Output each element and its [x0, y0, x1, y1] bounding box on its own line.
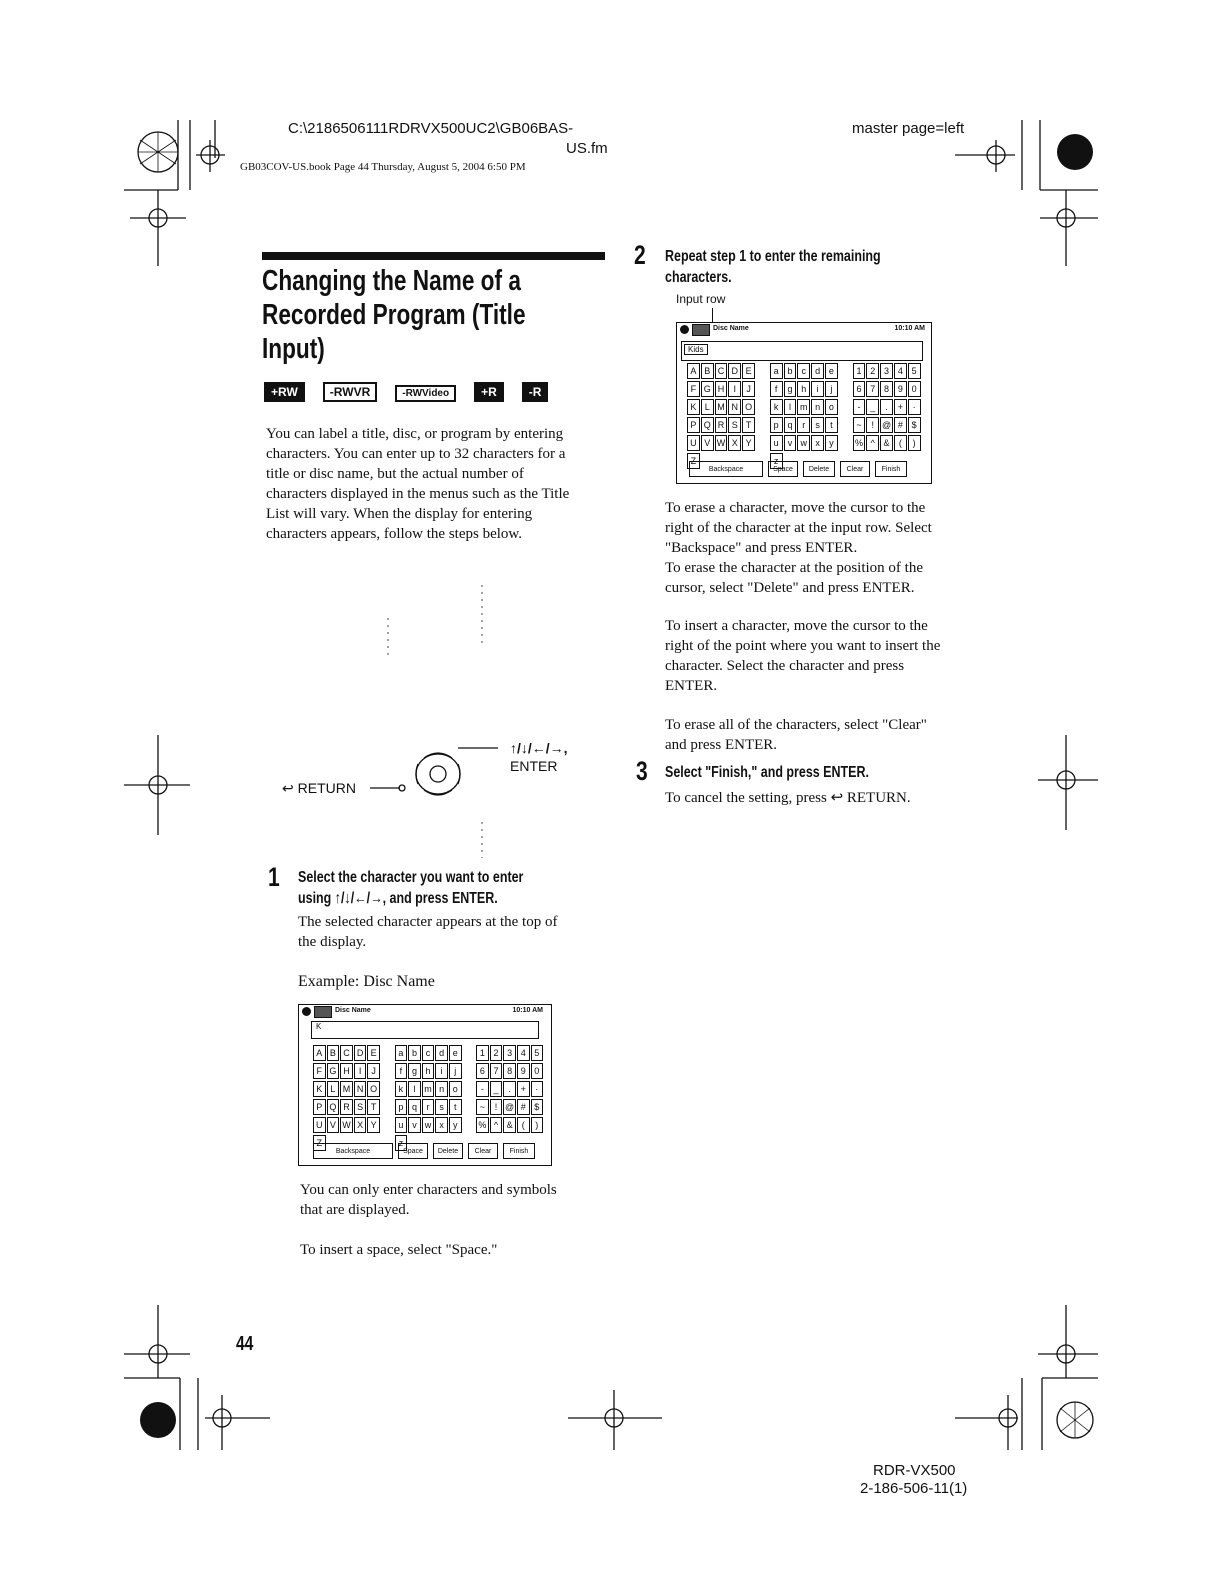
step1-note1-line: You can only enter characters and symbols: [300, 1182, 557, 1198]
keyboard-key[interactable]: o: [449, 1081, 462, 1097]
keyboard-gap: [381, 1063, 394, 1079]
keyboard-gap: [756, 381, 769, 397]
keyboard-key[interactable]: ): [531, 1117, 544, 1133]
keyboard-key[interactable]: j: [825, 381, 838, 397]
footer-model: RDR-VX500: [873, 1462, 956, 1479]
keyboard-key[interactable]: B: [701, 363, 714, 379]
disc-icon-plus-r: +R: [474, 382, 504, 402]
disc-icon-rw-video: -RWVideo: [395, 385, 456, 402]
step2-line: character. Select the character and press: [665, 658, 905, 674]
disc-icon-plus-rw: +RW: [264, 382, 305, 402]
disc-type-icon: [680, 325, 689, 334]
keyboard-key[interactable]: 7: [866, 381, 879, 397]
step2-clear-paragraph: [665, 715, 927, 755]
step3-body: To cancel the setting, press ↩ RETURN.: [665, 790, 911, 806]
keyboard-key[interactable]: A: [687, 363, 700, 379]
keyboard-key[interactable]: d: [811, 363, 824, 379]
keyboard-key[interactable]: M: [340, 1081, 353, 1097]
keyboard-key[interactable]: z: [395, 1135, 408, 1151]
keyboard-key[interactable]: E: [742, 363, 755, 379]
keyboard-key[interactable]: 9: [517, 1063, 530, 1079]
keyboard-gap: [839, 417, 852, 433]
keyboard-key[interactable]: t: [449, 1099, 462, 1115]
keyboard-key[interactable]: l: [408, 1081, 421, 1097]
keyboard-key[interactable]: S: [354, 1099, 367, 1115]
keyboard-key[interactable]: W: [715, 435, 728, 451]
keyboard-key[interactable]: i: [435, 1063, 448, 1079]
keyboard-key[interactable]: h: [797, 381, 810, 397]
keyboard-key[interactable]: e: [825, 363, 838, 379]
keyboard-key[interactable]: b: [784, 363, 797, 379]
keyboard-key[interactable]: 2: [866, 363, 879, 379]
step1-heading: [298, 867, 587, 909]
keyboard-backspace-button[interactable]: Backspace: [689, 461, 763, 477]
keyboard-key[interactable]: Q: [327, 1099, 340, 1115]
keyboard-key[interactable]: _: [490, 1081, 503, 1097]
keyboard-key[interactable]: n: [435, 1081, 448, 1097]
keyboard-key[interactable]: r: [797, 417, 810, 433]
page-number: 44: [236, 1333, 254, 1355]
keyboard-key[interactable]: q: [784, 417, 797, 433]
keyboard-backspace-button[interactable]: Backspace: [313, 1143, 393, 1159]
input-row-label: Input row: [676, 292, 726, 306]
remote-return-text: RETURN: [297, 780, 356, 796]
keyboard-input-row[interactable]: K: [311, 1021, 539, 1039]
keyboard-key[interactable]: m: [797, 399, 810, 415]
remote-arrows-label: ↑/↓/←/→,: [510, 740, 568, 756]
keyboard-key[interactable]: V: [701, 435, 714, 451]
keyboard-key[interactable]: !: [490, 1099, 503, 1115]
keyboard-key[interactable]: Z: [313, 1135, 326, 1151]
keyboard-key[interactable]: d: [435, 1045, 448, 1061]
keyboard-gap: [381, 1045, 394, 1061]
keyboard-key[interactable]: j: [449, 1063, 462, 1079]
keyboard-key[interactable]: r: [422, 1099, 435, 1115]
keyboard-key[interactable]: H: [715, 381, 728, 397]
keyboard-time: 10:10 AM: [512, 1007, 543, 1014]
keyboard-gap: [381, 1117, 394, 1133]
keyboard-key[interactable]: J: [367, 1063, 380, 1079]
keyboard-key[interactable]: k: [395, 1081, 408, 1097]
keyboard-key[interactable]: y: [449, 1117, 462, 1133]
keyboard-title: Disc Name: [713, 325, 749, 332]
keyboard-key[interactable]: Z: [687, 453, 700, 469]
intro-line: List will vary. When the display for entering: [266, 506, 533, 522]
step2-line: right of the character at the input row. Select: [665, 520, 932, 536]
keyboard-key[interactable]: L: [327, 1081, 340, 1097]
step2-line: ENTER.: [665, 678, 718, 694]
header-path-line1: C:\2186506111RDRVX500UC2\GB06BAS-: [288, 120, 574, 137]
title-line-1: Changing the Name of a: [262, 265, 521, 297]
keyboard-key[interactable]: -: [476, 1081, 489, 1097]
step2-heading-line2: characters.: [665, 269, 732, 286]
title-line-3: Input): [262, 333, 325, 365]
keyboard-key[interactable]: Q: [701, 417, 714, 433]
keyboard-key-grid: [313, 1045, 543, 1151]
keyboard-key[interactable]: b: [408, 1045, 421, 1061]
keyboard-key[interactable]: C: [340, 1045, 353, 1061]
step1-heading-line2: using ↑/↓/←/→, and press ENTER.: [298, 890, 498, 907]
keyboard-key[interactable]: u: [395, 1117, 408, 1133]
keyboard-title-bar: [677, 323, 931, 337]
keyboard-gap: [463, 1045, 476, 1061]
keyboard-key[interactable]: (: [517, 1117, 530, 1133]
keyboard-key[interactable]: ): [908, 435, 921, 451]
keyboard-screen-example: [298, 1004, 552, 1166]
keyboard-key[interactable]: H: [340, 1063, 353, 1079]
keyboard-key[interactable]: 3: [503, 1045, 516, 1061]
keyboard-key[interactable]: G: [327, 1063, 340, 1079]
keyboard-key[interactable]: p: [770, 417, 783, 433]
step1-note1-line: that are displayed.: [300, 1202, 410, 1218]
page-title: [262, 264, 600, 366]
keyboard-key[interactable]: c: [422, 1045, 435, 1061]
input-row-value: Kids: [684, 344, 708, 355]
keyboard-gap: [463, 1099, 476, 1115]
keyboard-key[interactable]: l: [784, 399, 797, 415]
keyboard-key[interactable]: X: [728, 435, 741, 451]
disc-label-icon: [692, 324, 710, 336]
keyboard-key[interactable]: P: [313, 1099, 326, 1115]
footer-code: 2-186-506-11(1): [860, 1480, 968, 1497]
keyboard-title-bar: [299, 1005, 551, 1019]
keyboard-gap: [463, 1063, 476, 1079]
keyboard-key[interactable]: $: [908, 417, 921, 433]
step2-line: "Backspace" and press ENTER.: [665, 540, 858, 556]
keyboard-gap: [839, 381, 852, 397]
keyboard-key[interactable]: $: [531, 1099, 544, 1115]
keyboard-key[interactable]: a: [395, 1045, 408, 1061]
keyboard-key[interactable]: v: [408, 1117, 421, 1133]
keyboard-key[interactable]: v: [784, 435, 797, 451]
keyboard-key-grid: [687, 363, 921, 469]
keyboard-key[interactable]: X: [354, 1117, 367, 1133]
keyboard-key[interactable]: 1: [476, 1045, 489, 1061]
keyboard-key[interactable]: 3: [880, 363, 893, 379]
keyboard-input-row[interactable]: [681, 341, 923, 361]
keyboard-key[interactable]: t: [825, 417, 838, 433]
step2-heading-line1: Repeat step 1 to enter the remaining: [665, 248, 881, 265]
keyboard-key[interactable]: x: [435, 1117, 448, 1133]
keyboard-key[interactable]: ^: [866, 435, 879, 451]
keyboard-gap: [381, 1081, 394, 1097]
keyboard-key[interactable]: i: [811, 381, 824, 397]
return-icon: ↩: [282, 780, 298, 796]
keyboard-key[interactable]: C: [715, 363, 728, 379]
keyboard-key[interactable]: u: [770, 435, 783, 451]
step1-example-label: Example: Disc Name: [298, 973, 435, 990]
keyboard-key[interactable]: 4: [894, 363, 907, 379]
step1-note2: To insert a space, select "Space.": [300, 1242, 498, 1258]
keyboard-key[interactable]: 5: [908, 363, 921, 379]
keyboard-key[interactable]: @: [503, 1099, 516, 1115]
keyboard-key[interactable]: .: [880, 399, 893, 415]
keyboard-gap: [756, 435, 769, 451]
intro-line: characters displayed in the menus such as the Title: [266, 486, 570, 502]
keyboard-key[interactable]: 4: [517, 1045, 530, 1061]
keyboard-key[interactable]: S: [728, 417, 741, 433]
keyboard-key[interactable]: p: [395, 1099, 408, 1115]
keyboard-key[interactable]: J: [742, 381, 755, 397]
keyboard-finish-button[interactable]: Finish: [875, 461, 907, 477]
keyboard-key[interactable]: 0: [908, 381, 921, 397]
intro-paragraph: [266, 424, 606, 544]
keyboard-clear-button[interactable]: Clear: [840, 461, 870, 477]
keyboard-gap: [756, 417, 769, 433]
keyboard-key[interactable]: k: [770, 399, 783, 415]
step2-insert-paragraph: [665, 616, 940, 696]
disc-type-icon: [302, 1007, 311, 1016]
keyboard-key[interactable]: W: [340, 1117, 353, 1133]
keyboard-key[interactable]: z: [770, 453, 783, 469]
keyboard-key[interactable]: %: [476, 1117, 489, 1133]
keyboard-key[interactable]: K: [313, 1081, 326, 1097]
keyboard-key[interactable]: 6: [853, 381, 866, 397]
step3-number: 3: [636, 756, 648, 786]
keyboard-key[interactable]: ~: [853, 417, 866, 433]
step1-heading-line1: Select the character you want to enter: [298, 869, 524, 886]
step2-line: right of the point where you want to insert the: [665, 638, 941, 654]
keyboard-key[interactable]: e: [449, 1045, 462, 1061]
keyboard-key[interactable]: M: [715, 399, 728, 415]
keyboard-key[interactable]: ·: [908, 399, 921, 415]
keyboard-key[interactable]: R: [340, 1099, 353, 1115]
keyboard-key[interactable]: P: [687, 417, 700, 433]
keyboard-key[interactable]: c: [797, 363, 810, 379]
keyboard-key[interactable]: o: [825, 399, 838, 415]
keyboard-screen-step2: [676, 322, 932, 484]
keyboard-key[interactable]: D: [354, 1045, 367, 1061]
keyboard-gap: [756, 399, 769, 415]
keyboard-key[interactable]: T: [367, 1099, 380, 1115]
keyboard-key[interactable]: -: [853, 399, 866, 415]
keyboard-key[interactable]: 1: [853, 363, 866, 379]
keyboard-key[interactable]: U: [687, 435, 700, 451]
keyboard-key[interactable]: a: [770, 363, 783, 379]
disc-icon-minus-r: -R: [522, 382, 549, 402]
step1-note1: [300, 1180, 557, 1220]
step2-line: To erase all of the characters, select "Clear": [665, 717, 927, 733]
step1-body-line: the display.: [298, 934, 367, 950]
keyboard-key[interactable]: &: [503, 1117, 516, 1133]
keyboard-time: 10:10 AM: [894, 325, 925, 332]
keyboard-gap: [839, 399, 852, 415]
keyboard-key[interactable]: ·: [531, 1081, 544, 1097]
keyboard-space-button[interactable]: Space: [398, 1143, 428, 1159]
keyboard-key[interactable]: Y: [742, 435, 755, 451]
keyboard-title: Disc Name: [335, 1007, 371, 1014]
keyboard-button-row: [313, 1143, 535, 1159]
keyboard-key[interactable]: +: [517, 1081, 530, 1097]
keyboard-key[interactable]: 8: [880, 381, 893, 397]
keyboard-key[interactable]: f: [395, 1063, 408, 1079]
keyboard-key[interactable]: g: [408, 1063, 421, 1079]
intro-line: characters appears, follow the steps below.: [266, 526, 523, 542]
keyboard-gap: [908, 453, 921, 469]
title-rule: [262, 252, 605, 260]
keyboard-key[interactable]: U: [313, 1117, 326, 1133]
keyboard-key[interactable]: n: [811, 399, 824, 415]
keyboard-key[interactable]: F: [313, 1063, 326, 1079]
keyboard-key[interactable]: 7: [490, 1063, 503, 1079]
keyboard-key[interactable]: 6: [476, 1063, 489, 1079]
step2-line: To insert a character, move the cursor to the: [665, 618, 928, 634]
keyboard-finish-button[interactable]: Finish: [503, 1143, 535, 1159]
keyboard-key[interactable]: s: [811, 417, 824, 433]
keyboard-key[interactable]: D: [728, 363, 741, 379]
remote-enter-label: ENTER: [510, 758, 558, 774]
keyboard-key[interactable]: 2: [490, 1045, 503, 1061]
intro-line: You can label a title, disc, or program by entering: [266, 426, 564, 442]
step2-line: cursor, select "Delete" and press ENTER.: [665, 580, 915, 596]
keyboard-key[interactable]: m: [422, 1081, 435, 1097]
keyboard-key[interactable]: g: [784, 381, 797, 397]
step1-number: 1: [268, 862, 280, 892]
keyboard-key[interactable]: &: [880, 435, 893, 451]
keyboard-key[interactable]: I: [354, 1063, 367, 1079]
keyboard-key[interactable]: T: [742, 417, 755, 433]
keyboard-clear-button[interactable]: Clear: [468, 1143, 498, 1159]
keyboard-gap: [756, 363, 769, 379]
keyboard-key[interactable]: %: [853, 435, 866, 451]
keyboard-key[interactable]: q: [408, 1099, 421, 1115]
disc-label-icon: [314, 1006, 332, 1018]
keyboard-key[interactable]: V: [327, 1117, 340, 1133]
keyboard-gap: [381, 1099, 394, 1115]
keyboard-key[interactable]: (: [894, 435, 907, 451]
keyboard-key[interactable]: _: [866, 399, 879, 415]
keyboard-key[interactable]: O: [367, 1081, 380, 1097]
step1-body: [298, 912, 557, 952]
step1-body-line: The selected character appears at the top of: [298, 914, 558, 930]
keyboard-key[interactable]: N: [728, 399, 741, 415]
header-path-line2: US.fm: [566, 140, 608, 157]
keyboard-key[interactable]: 0: [531, 1063, 544, 1079]
keyboard-space-button[interactable]: Space: [768, 461, 798, 477]
step2-number: 2: [634, 240, 646, 270]
header-book-line: GB03COV-US.book Page 44 Thursday, August 5, 2004 6:50 PM: [240, 161, 526, 173]
disc-icon-rw-vr: -RWVR: [323, 382, 377, 402]
keyboard-gap: [839, 435, 852, 451]
keyboard-key[interactable]: x: [811, 435, 824, 451]
keyboard-key[interactable]: 9: [894, 381, 907, 397]
keyboard-key[interactable]: 5: [531, 1045, 544, 1061]
keyboard-key[interactable]: y: [825, 435, 838, 451]
keyboard-key[interactable]: L: [701, 399, 714, 415]
keyboard-key[interactable]: +: [894, 399, 907, 415]
keyboard-gap: [463, 1117, 476, 1133]
keyboard-key[interactable]: F: [687, 381, 700, 397]
keyboard-delete-button[interactable]: Delete: [803, 461, 835, 477]
header-master-page: master page=left: [852, 120, 965, 137]
keyboard-delete-button[interactable]: Delete: [433, 1143, 463, 1159]
keyboard-button-row: [689, 461, 907, 477]
keyboard-key[interactable]: ^: [490, 1117, 503, 1133]
keyboard-key[interactable]: N: [354, 1081, 367, 1097]
keyboard-key[interactable]: w: [422, 1117, 435, 1133]
remote-return-label: [282, 780, 356, 797]
keyboard-key[interactable]: Y: [367, 1117, 380, 1133]
keyboard-key[interactable]: R: [715, 417, 728, 433]
keyboard-gap: [463, 1081, 476, 1097]
disc-icons: [264, 382, 562, 402]
keyboard-key[interactable]: K: [687, 399, 700, 415]
keyboard-key[interactable]: G: [701, 381, 714, 397]
step2-line: To erase the character at the position of the: [665, 560, 924, 576]
keyboard-key[interactable]: w: [797, 435, 810, 451]
keyboard-key[interactable]: s: [435, 1099, 448, 1115]
intro-line: characters. You can enter up to 32 characters for a: [266, 446, 566, 462]
step2-erase-paragraph: [665, 498, 932, 598]
keyboard-key[interactable]: h: [422, 1063, 435, 1079]
step2-line: To erase a character, move the cursor to the: [665, 500, 926, 516]
keyboard-key[interactable]: B: [327, 1045, 340, 1061]
keyboard-key[interactable]: #: [517, 1099, 530, 1115]
keyboard-key[interactable]: I: [728, 381, 741, 397]
keyboard-key[interactable]: ~: [476, 1099, 489, 1115]
keyboard-key[interactable]: @: [880, 417, 893, 433]
keyboard-key[interactable]: A: [313, 1045, 326, 1061]
keyboard-key[interactable]: #: [894, 417, 907, 433]
keyboard-key[interactable]: f: [770, 381, 783, 397]
keyboard-gap: [839, 363, 852, 379]
step2-heading: [665, 246, 942, 288]
intro-line: title or disc name, but the actual number of: [266, 466, 524, 482]
keyboard-key[interactable]: 8: [503, 1063, 516, 1079]
keyboard-key[interactable]: E: [367, 1045, 380, 1061]
step2-line: and press ENTER.: [665, 737, 778, 753]
step3-heading: Select "Finish," and press ENTER.: [665, 764, 869, 781]
keyboard-key[interactable]: !: [866, 417, 879, 433]
title-line-2: Recorded Program (Title: [262, 299, 526, 331]
keyboard-key[interactable]: O: [742, 399, 755, 415]
keyboard-key[interactable]: .: [503, 1081, 516, 1097]
